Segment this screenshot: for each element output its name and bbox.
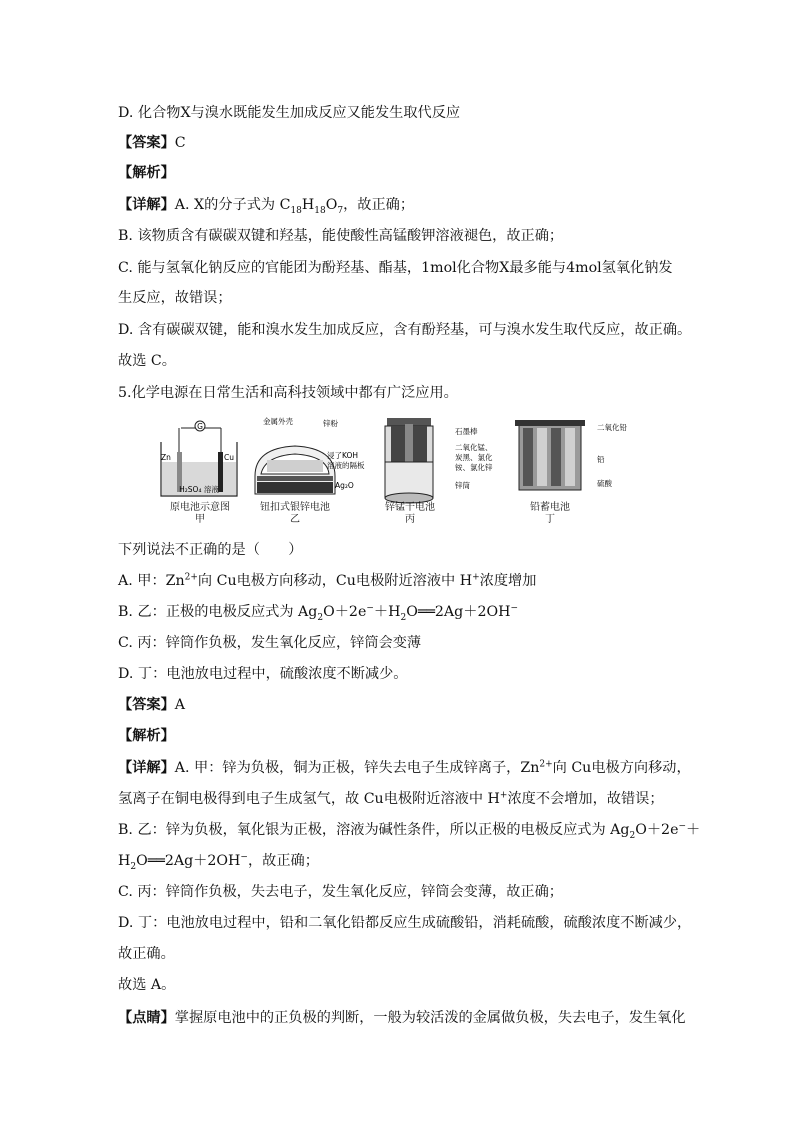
paste-label-3: 铵、氯化锌 (455, 463, 493, 472)
text: 浓度增加 (479, 573, 537, 589)
button-cell-diagram (255, 446, 335, 494)
caption-text: 锌锰干电池 (385, 502, 435, 513)
paste-label-2: 炭黑、氯化 (455, 453, 493, 462)
superscript: 2+ (539, 759, 553, 770)
zinc-can-label: 锌筒 (455, 481, 470, 490)
superscript: − (510, 603, 519, 614)
caption-ding (515, 502, 585, 526)
caption-label: 丁 (545, 514, 555, 525)
q5-detail-c: C. 丙：锌筒作负极，失去电子，发生氧化反应，锌筒会变薄，故正确； (118, 884, 563, 900)
shell-label: 金属外壳 (263, 417, 293, 426)
text: ，故正确； (343, 197, 415, 213)
superscript: − (678, 821, 687, 832)
q5-option-b (118, 602, 678, 622)
caption-jia (155, 502, 245, 526)
text: ＋H (373, 604, 401, 620)
subscript: 2 (317, 612, 324, 623)
caption-text: 原电池示意图 (170, 502, 230, 513)
comment-tag: 【点睛】 (118, 1010, 175, 1026)
pbo2-label: 二氧化铅 (597, 423, 627, 432)
text: 浓度不会增加，故错误； (507, 791, 664, 807)
q4-detail-d: D. 含有碳碳双键，能和溴水发生加成反应，含有酚羟基，可与溴水发生取代反应，故正确。 (118, 322, 692, 338)
q5-question: 下列说法不正确的是（ ） (118, 542, 303, 558)
q5-detail-b1 (118, 820, 701, 841)
lead-acid-cell-diagram (515, 420, 585, 490)
zinc-powder-label: 锌粉 (323, 419, 338, 428)
battery-figures (155, 414, 645, 530)
koh-label-1: 浸了KOH (327, 451, 359, 460)
text: 氢离子在铜电极得到电子生成氢气，故 Cu电极附近溶液中 H (118, 791, 500, 807)
superscript: + (499, 790, 508, 801)
q4-answer (118, 133, 678, 153)
answer-value: C (174, 135, 186, 151)
detail-tag: 【详解】 (118, 760, 175, 776)
q4-detail-b: B. 该物质含有碳碳双键和羟基，能使酸性高锰酸钾溶液褪色，故正确； (118, 228, 564, 244)
text: ＋ (686, 822, 701, 838)
caption-label: 甲 (195, 514, 205, 525)
answer-tag: 【答案】 (118, 135, 175, 151)
q5-option-a (118, 571, 678, 591)
q4-option-d: D. 化合物X与溴水既能发生加成反应又能发生取代反应 (118, 105, 461, 121)
caption-label: 乙 (290, 514, 300, 525)
q4-detail-c1: C. 能与氢氧化钠反应的官能团为酚羟基、酯基，1mol化合物X最多能与4mol氢氧化钠发 (118, 260, 673, 276)
caption-text: 钮扣式银锌电池 (260, 502, 330, 513)
galvanometer-label: G (197, 422, 203, 431)
dry-cell-diagram (385, 418, 433, 503)
acid-label: 硫酸 (597, 479, 612, 488)
detail-tag: 【详解】 (118, 197, 175, 213)
q5-answer (118, 695, 678, 715)
pb-label: 铅 (597, 455, 605, 464)
comment-text: 掌握原电池中的正负极的判断，一般为较活泼的金属做负极，失去电子，发生氧化 (174, 1010, 686, 1026)
text: A. X的分子式为 C (174, 197, 291, 213)
solution-label: H₂SO₄ 溶液 (179, 485, 219, 494)
q5-analysis-tag: 【解析】 (118, 728, 175, 744)
text: 向 Cu电极方向移动， (552, 760, 691, 776)
q4-analysis-tag: 【解析】 (118, 165, 175, 181)
text: O＋2e (635, 822, 679, 838)
superscript: 2+ (184, 572, 198, 583)
cu-label: Cu (224, 453, 234, 462)
caption-bing (375, 502, 445, 526)
q4-detail-c2: 生反应，故错误； (118, 290, 232, 306)
superscript: + (472, 572, 480, 583)
q5-option-c: C. 丙：锌筒作负极，发生氧化反应，锌筒会变薄 (118, 635, 422, 651)
text: O══2Ag＋2OH (406, 604, 511, 620)
subscript: 7 (337, 205, 344, 216)
superscript: − (240, 852, 248, 863)
q4-choose: 故选 C。 (118, 353, 176, 369)
subscript: 2 (629, 830, 636, 841)
text: B. 乙：锌为负极，氧化银为正极，溶液为碱性条件，所以正极的电极反应式为 Ag (118, 822, 630, 838)
zn-label: Zn (161, 453, 171, 462)
ag2o-label: Ag₂O (335, 481, 354, 490)
text: A. 甲：锌为负极，铜为正极，锌失去电子生成锌离子，Zn (174, 760, 540, 776)
caption-yi (247, 502, 343, 526)
text: B. 乙：正极的电极反应式为 Ag (118, 604, 318, 620)
q5-choose: 故选 A。 (118, 977, 176, 993)
graphite-label: 石墨棒 (455, 427, 478, 436)
q5-detail-a1 (118, 758, 691, 778)
q4-detail-a (118, 195, 678, 215)
answer-tag: 【答案】 (118, 697, 175, 713)
text: H (118, 853, 131, 869)
q5-detail-d2: 故正确。 (118, 946, 175, 962)
caption-label: 丙 (405, 514, 415, 525)
q5-detail-d1: D. 丁：电池放电过程中，铅和二氧化铅都反应生成硫酸铅，消耗硫酸，硫酸浓度不断减少， (118, 915, 692, 931)
text: O (325, 197, 338, 213)
answer-value: A (174, 697, 186, 713)
superscript: − (366, 603, 374, 614)
text: ，故正确； (247, 853, 319, 869)
q5-detail-b2 (118, 851, 678, 871)
q5-detail-a2 (118, 789, 678, 809)
text: H (301, 197, 315, 213)
subscript: 2 (130, 861, 137, 872)
text: O══2Ag＋2OH (136, 853, 241, 869)
subscript: 18 (314, 205, 326, 216)
q5-option-d: D. 丁：电池放电过程中，硫酸浓度不断减少。 (118, 666, 408, 682)
subscript: 18 (290, 205, 302, 216)
text: A. 甲：Zn (118, 573, 185, 589)
text: 向 Cu电极方向移动，Cu电极附近溶液中 H (197, 573, 473, 589)
q5-comment (118, 1008, 686, 1028)
paste-label-1: 二氧化锰、 (455, 443, 493, 452)
subscript: 2 (400, 612, 407, 623)
caption-text: 铅蓄电池 (530, 502, 570, 513)
q5-stem: 5.化学电源在日常生活和高科技领域中都有广泛应用。 (118, 385, 458, 401)
text: O＋2e (323, 604, 367, 620)
koh-label-2: 溶液的隔板 (327, 461, 365, 470)
